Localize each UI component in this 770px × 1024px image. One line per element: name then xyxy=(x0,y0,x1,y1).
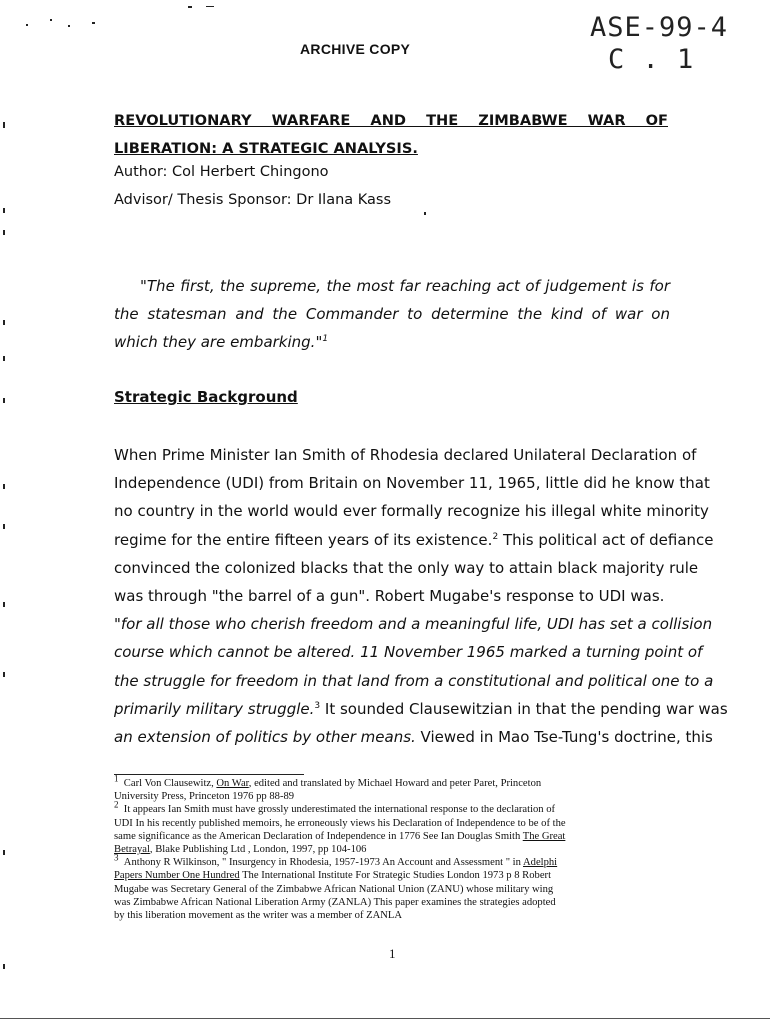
footnote-text: , edited and translated by Michael Howard and peter Paret, Princeton xyxy=(248,778,542,789)
scan-speck xyxy=(3,484,5,489)
footnote-line: was Zimbabwe African National Liberation Army (ZANLA) This paper examines the strategies adopted xyxy=(114,896,556,908)
scan-speck xyxy=(206,6,214,7)
section-heading: Strategic Background xyxy=(114,388,298,406)
body-fragment: This political act of defiance xyxy=(498,530,714,549)
footnote-title: The Great xyxy=(522,830,566,842)
footnote-line: by this liberation movement as the writer was a member of ZANLA xyxy=(114,910,403,922)
footnote-line xyxy=(114,830,670,843)
footnote-line xyxy=(114,799,670,816)
scan-speck xyxy=(3,850,5,855)
footnote-text: It appears Ian Smith must have grossly underestimated the international response to the declaration of xyxy=(123,804,556,816)
footnote-title: Papers Number One Hundred xyxy=(114,870,240,882)
scan-speck xyxy=(50,19,52,21)
footnotes-block xyxy=(114,773,670,922)
scan-speck xyxy=(188,6,192,8)
scan-speck xyxy=(3,524,5,529)
body-line xyxy=(114,610,713,638)
page-number: 1 xyxy=(389,946,396,961)
footnote-line xyxy=(114,869,670,882)
scan-speck xyxy=(3,356,5,361)
footnote-line xyxy=(114,773,670,790)
quoted-text: course which cannot be altered. 11 November 1965 marked a turning point of xyxy=(114,643,703,662)
handwritten-line: ASE-99-4 xyxy=(590,12,729,43)
scan-speck xyxy=(3,602,5,607)
footnote-number: 2 xyxy=(114,799,119,810)
scan-speck xyxy=(3,398,5,403)
title-line: REVOLUTIONARY WARFARE AND THE ZIMBABWE WAR OF xyxy=(114,112,668,129)
document-title xyxy=(114,107,668,163)
scan-speck xyxy=(3,672,5,677)
scan-speck xyxy=(92,22,95,24)
scan-speck xyxy=(3,230,5,235)
footnote-text: , Blake Publishing Ltd , London, 1997, pp 104-106 xyxy=(149,844,367,856)
scan-speck xyxy=(68,25,70,27)
body-line: Independence (UDI) from Britain on November 11, 1965, little did he know that xyxy=(114,474,710,493)
footnote-text: The International Institute For Strategic Studies London 1973 p 8 Robert xyxy=(239,870,552,882)
author-line: Author: Col Herbert Chingono xyxy=(114,164,329,180)
footnote-line: University Press, Princeton 1976 pp 88-89 xyxy=(114,791,295,803)
quoted-text: the struggle for freedom in that land from a constitutional and political one to a xyxy=(114,671,714,690)
scan-speck xyxy=(424,212,426,215)
body-line: was through "the barrel of a gun". Robert Mugabe's response to UDI was. xyxy=(114,587,665,606)
footnote-line: Mugabe was Secretary General of the Zimbabwe African National Union (ZANU) whose military wing xyxy=(114,883,554,895)
footnote-title: On War xyxy=(216,778,249,789)
quoted-text: "for all those who cherish freedom and a meaningful life, UDI has set a collision xyxy=(114,615,713,634)
body-line: convinced the colonized blacks that the only way to attain black majority rule xyxy=(114,558,699,577)
footnote-text: same significance as the American Declaration of Independence in 1776 See Ian Douglas Smith xyxy=(114,830,523,842)
body-fragment: regime for the entire fifteen years of its existence. xyxy=(114,530,493,549)
body-line xyxy=(114,667,714,695)
footnote-number: 3 xyxy=(114,852,119,863)
body-line: When Prime Minister Ian Smith of Rhodesia declared Unilateral Declaration of xyxy=(114,446,697,464)
footnote-text: Anthony R Wilkinson, " Insurgency in Rhodesia, 1957-1973 An Account and Assessment " in xyxy=(123,857,523,869)
body-fragment: Viewed in Mao Tse-Tung's doctrine, this xyxy=(415,728,713,747)
footnote-title: Betrayal xyxy=(114,844,150,856)
footnote-divider xyxy=(114,774,304,775)
body-line xyxy=(114,638,703,666)
footnote-line: UDI In his recently published memoirs, he erroneously views his Declaration of Independence to be of the xyxy=(114,817,566,829)
footnote-number: 1 xyxy=(114,773,119,784)
advisor-line: Advisor/ Thesis Sponsor: Dr Ilana Kass xyxy=(114,192,392,208)
body-line: no country in the world would ever formally recognize his illegal white minority xyxy=(114,502,709,521)
scan-speck xyxy=(26,24,28,26)
handwritten-catalog-note xyxy=(590,12,760,76)
archive-copy-label: ARCHIVE COPY xyxy=(300,41,411,57)
body-paragraph xyxy=(114,441,728,751)
footnote-ref: 1 xyxy=(322,334,329,344)
title-line: LIBERATION: A STRATEGIC ANALYSIS. xyxy=(114,140,418,157)
quoted-text: primarily military struggle. xyxy=(114,699,315,718)
scan-speck xyxy=(3,964,5,969)
body-line xyxy=(114,723,713,751)
footnote-title: Adelphi xyxy=(523,857,558,869)
scan-speck xyxy=(3,208,5,213)
epigraph-quote xyxy=(114,272,670,356)
scan-edge-line xyxy=(0,1018,770,1019)
scan-speck xyxy=(3,122,5,128)
footnote-ref: 2 xyxy=(492,531,499,542)
body-line xyxy=(114,695,728,723)
handwritten-line: C . 1 xyxy=(608,44,695,75)
scan-speck xyxy=(3,320,5,325)
epigraph-text: "The first, the supreme, the most far reaching act of judgement is for the statesman and the Commander to determine the kind of war on which they are embarking." xyxy=(114,277,670,351)
body-line xyxy=(114,526,714,554)
quoted-text: an extension of politics by other means. xyxy=(114,728,416,747)
footnote-ref: 3 xyxy=(314,700,321,711)
footnote-line xyxy=(114,843,670,856)
footnote-text: Carl Von Clausewitz, xyxy=(123,778,217,789)
body-fragment: It sounded Clausewitzian in that the pending war was xyxy=(320,699,728,718)
footnote-line xyxy=(114,852,670,869)
